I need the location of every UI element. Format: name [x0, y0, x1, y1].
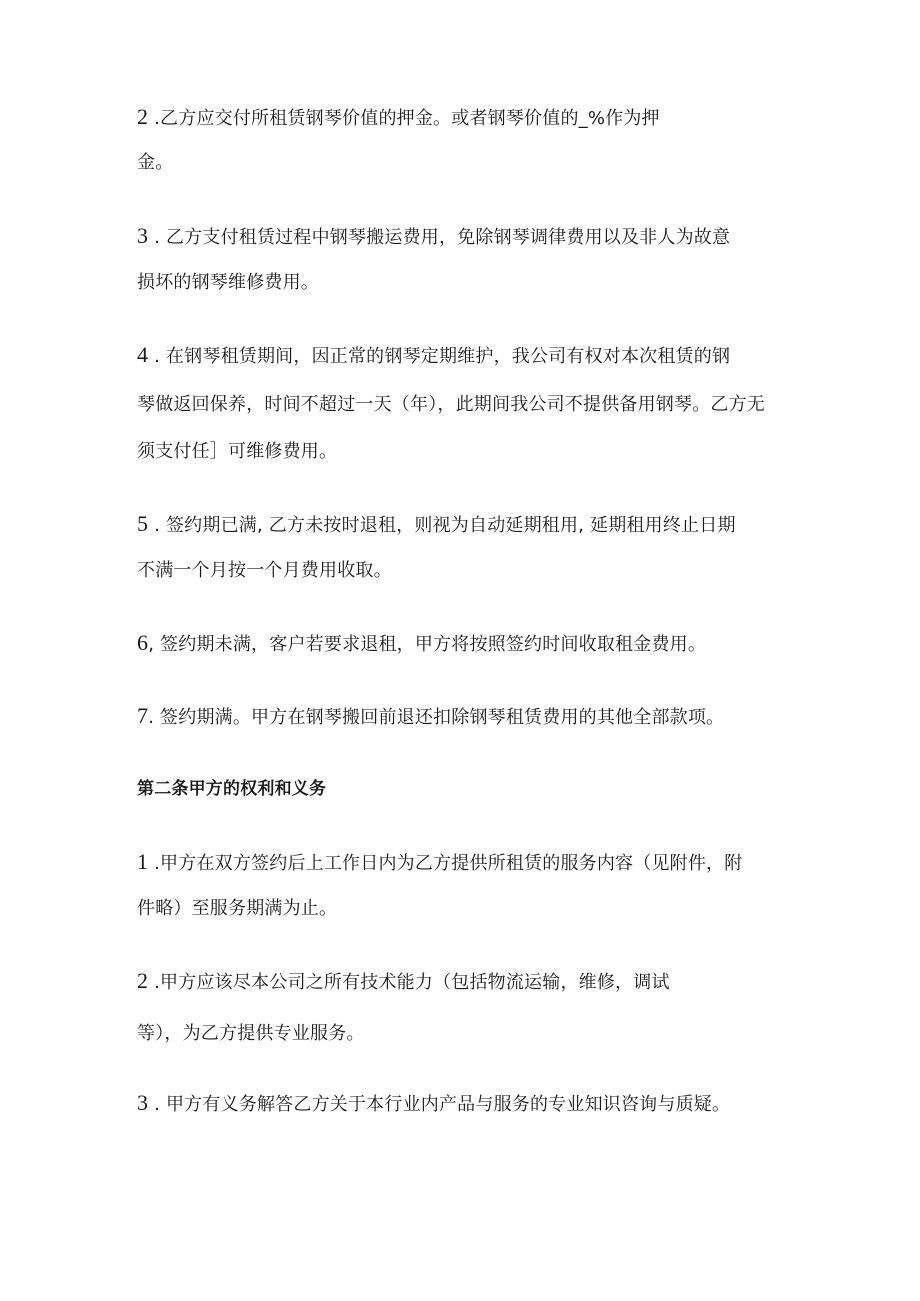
item-number: 1 [137, 849, 149, 874]
item-3-line-2: 损坏的钢琴维修费用。 [137, 272, 319, 293]
item-number: 3 [137, 223, 149, 248]
item-3-line-1 [137, 223, 730, 251]
item-6-line-1 [137, 630, 706, 658]
section-item-1-line-2: 件略）至服务期满为止。 [137, 898, 338, 919]
item-number: 2 [137, 968, 149, 993]
item-number: 5 [137, 511, 149, 536]
item-4-line-2: 琴做返回保养，时间不超过一天（年），此期间我公司不提供备用钢琴。乙方无 [137, 394, 765, 415]
item-text: .甲方应该尽本公司之所有技术能力（包括物流运输，维修，调试 [148, 972, 670, 993]
section-item-3-line-1 [137, 1090, 730, 1118]
section-heading: 第二条甲方的权利和义务 [137, 779, 327, 799]
item-text: . 在钢琴租赁期间，因正常的钢琴定期维护，我公司有权对本次租赁的钢 [148, 346, 731, 367]
item-5-line-2: 不满一个月按一个月费用收取。 [137, 560, 392, 581]
item-text: . 乙方支付租赁过程中钢琴搬运费用，免除钢琴调律费用以及非人为故意 [148, 227, 731, 248]
item-text: . 签约期已满, 乙方未按时退租，则视为自动延期租用, 延期租用终止日期 [148, 515, 736, 536]
item-2-line-1 [137, 104, 660, 132]
item-7-line-1 [137, 703, 724, 731]
item-number: 7 [137, 703, 149, 728]
item-text: .乙方应交付所租赁钢琴价值的押金。或者钢琴价值的_%作为押 [148, 108, 660, 129]
item-5-line-1 [137, 511, 736, 539]
section-item-2-line-1 [137, 968, 670, 996]
item-2-line-2: 金。 [137, 152, 174, 173]
item-number: 3 [137, 1090, 149, 1115]
item-4-line-1 [137, 342, 730, 370]
section-item-1-line-1 [137, 849, 742, 877]
item-number: 2 [137, 104, 149, 129]
item-text: . 甲方有义务解答乙方关于本行业内产品与服务的专业知识咨询与质疑。 [148, 1094, 731, 1115]
item-number: 4 [137, 342, 149, 367]
item-text: , 签约期未满，客户若要求退租，甲方将按照签约时间收取租金费用。 [148, 634, 707, 655]
item-text: . 签约期满。甲方在钢琴搬回前退还扣除钢琴租赁费用的其他全部款项。 [148, 707, 725, 728]
item-text: .甲方在双方签约后上工作日内为乙方提供所租赁的服务内容（见附件，附 [148, 853, 743, 874]
item-number: 6 [137, 630, 149, 655]
section-item-2-line-2: 等），为乙方提供专业服务。 [137, 1023, 365, 1044]
item-4-line-3: 须支付任］可维修费用。 [137, 441, 338, 462]
